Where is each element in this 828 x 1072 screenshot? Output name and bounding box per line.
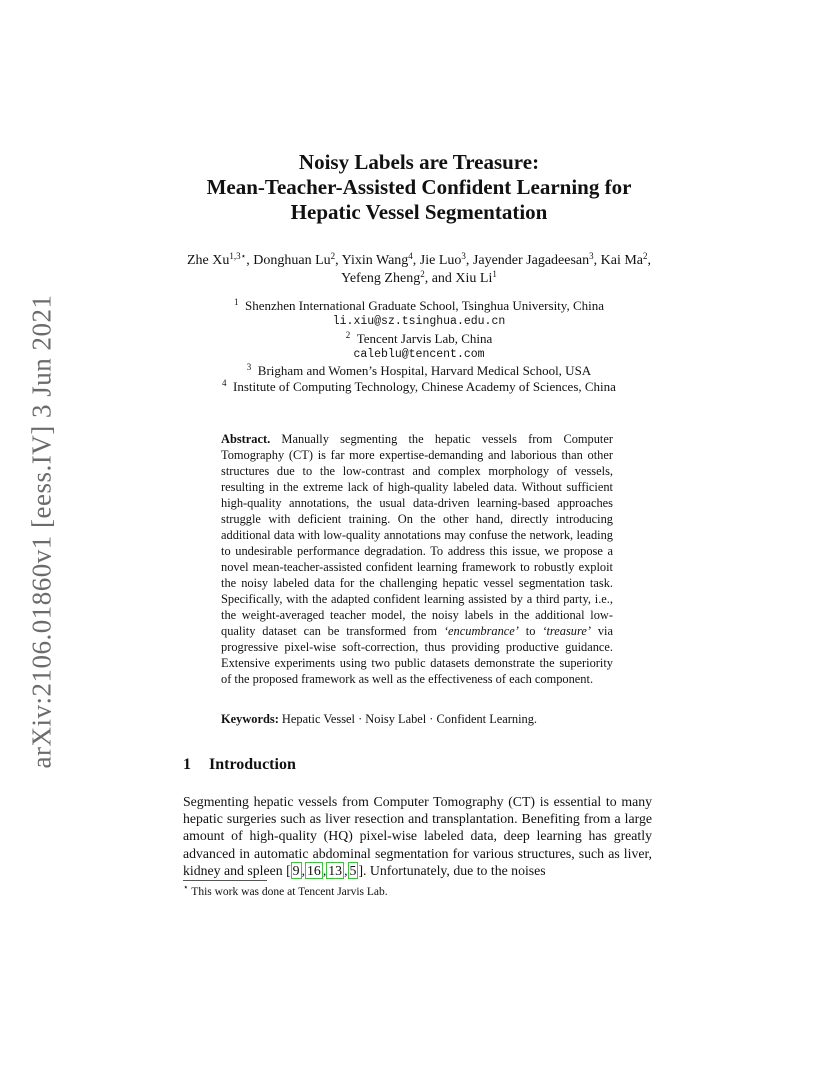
affiliation-num: 1 xyxy=(233,297,239,307)
abstract-text: Manually segmenting the hepatic vessels from Computer Tomography (CT) is far more expertise-demanding and laborious than other structures due to the low-contrast and complex morphology of vessels, resulting in the extreme lack of high-quality labeled data. Without sufficient high-quality annotations, the usual data-driven learning-based approaches struggle with deficient training. On the other hand, directly introducing additional data with low-quality annotations may confuse the network, leading to undesirable performance degradation. To address this issue, we propose a novel mean-teacher-assisted confident learning framework to robustly exploit the noisy labeled data for the challenging hepatic vessel segmentation task. Specifically, with the adapted confident learning assisted by a third party, i.e., the weight-averaged teacher model, the noisy labels in the additional low-quality dataset can be transformed from xyxy=(221,432,613,638)
author-sup: 2 xyxy=(330,251,336,261)
author-sup: 1 xyxy=(492,269,497,279)
affiliation-num: 2 xyxy=(345,329,351,340)
author: , Kai Ma xyxy=(593,253,644,268)
citation-link[interactable]: 13 xyxy=(328,862,343,878)
abstract-italic: ‘encumbrance’ xyxy=(443,624,519,638)
arxiv-stamp xyxy=(20,296,64,766)
keywords-text: Hepatic Vessel · Noisy Label · Confident Learning. xyxy=(278,712,538,726)
affiliation-text: Brigham and Women’s Hospital, Harvard Medical School, USA xyxy=(257,363,592,379)
affiliation-num: 4 xyxy=(222,378,227,389)
section-number: 1 xyxy=(183,756,191,773)
affiliation-text: Institute of Computing Technology, Chinese Academy of Sciences, China xyxy=(233,379,616,395)
section-title: Introduction xyxy=(209,756,296,773)
abstract-text: to xyxy=(518,624,543,638)
affiliation-2 xyxy=(170,331,668,347)
keywords-label: Keywords: xyxy=(221,712,279,726)
section-heading xyxy=(183,756,296,774)
footnote xyxy=(183,882,388,900)
author-sup: 2 xyxy=(643,251,648,261)
citation-link[interactable]: 16 xyxy=(307,862,321,878)
title-line-1: Noisy Labels are Treasure: xyxy=(298,150,540,174)
intro-paragraph: Segmenting hepatic vessels from Computer Tomography (CT) is essential to many hepatic surgeries such as liver resection and transplantation. Benefiting from a large amount of high-quality (HQ) pixel-wise labeled data, deep learning has greatly advanced in automatic abdominal segmentation for various structures, such as liver, kidney and spleen [ 9 , 16 , 13 , 5 ]. Unfortunately, due to the noises xyxy=(183,794,652,878)
author-sup: 3 xyxy=(589,251,594,261)
author-list xyxy=(170,252,668,288)
affiliation-text: Tencent Jarvis Lab, China xyxy=(356,330,493,346)
keywords xyxy=(221,711,613,727)
abstract xyxy=(221,431,613,687)
author-sup: 1,3⋆ xyxy=(229,251,247,261)
affiliation-4 xyxy=(170,379,668,395)
abstract-text: via progressive pixel-wise soft-correction, thus providing productive guidance. Extensive experiments using two public datasets demonstrate the superiority of the proposed framework as well as the effectiveness of each component. xyxy=(221,624,613,686)
email-1[interactable]: li.xiu@sz.tsinghua.edu.cn xyxy=(332,315,506,329)
author: Zhe Xu xyxy=(186,253,230,268)
email-2[interactable]: caleblu@tencent.com xyxy=(353,347,485,361)
affiliations xyxy=(170,298,668,396)
author: , and Xiu Li xyxy=(424,271,493,286)
citation-link[interactable]: 5 xyxy=(349,862,357,878)
abstract-label: Abstract. xyxy=(221,432,271,446)
affiliation-text: Shenzhen International Graduate School, Tsinghua University, China xyxy=(244,298,605,313)
footnote-text: This work was done at Tencent Jarvis Lab. xyxy=(188,886,388,898)
affiliation-num: 3 xyxy=(246,362,252,373)
author-sup: 3 xyxy=(461,251,466,261)
intro-text: ]. Unfortunately, due to the noises xyxy=(358,862,546,878)
abstract-italic: ‘treasure’ xyxy=(542,624,591,638)
author: , Jayender Jagadeesan xyxy=(465,253,590,268)
author-sup: 4 xyxy=(408,251,413,261)
title-line-3: Hepatic Vessel Segmentation xyxy=(290,200,548,224)
intro-text: Segmenting hepatic vessels from Computer Tomography (CT) is essential to many hepatic surgeries such as liver resection and transplantation. Benefiting from a large amount of high-quality (HQ) pixel-wise labeled data, deep learning has greatly advanced in automatic abdominal segmentation for various structures, such as liver, kidney and spleen [ xyxy=(183,794,652,878)
author: , Yixin Wang xyxy=(335,253,409,268)
paper-title xyxy=(160,150,678,225)
author: , Donghuan Lu xyxy=(246,253,331,268)
author-sup: 2 xyxy=(420,269,425,279)
footnote-rule xyxy=(183,880,267,881)
affiliation-3 xyxy=(170,363,668,379)
author: , Jie Luo xyxy=(412,253,462,268)
footnote-marker: ⋆ xyxy=(183,882,189,892)
title-line-2: Mean-Teacher-Assisted Confident Learning for xyxy=(206,175,632,199)
affiliation-1 xyxy=(170,298,668,314)
author: , Yefeng Zheng xyxy=(341,253,652,286)
citation-link[interactable]: 9 xyxy=(292,862,300,878)
arxiv-stamp-text: arXiv:2106.01860v1 [eess.IV] 3 Jun 2021 xyxy=(26,294,57,768)
